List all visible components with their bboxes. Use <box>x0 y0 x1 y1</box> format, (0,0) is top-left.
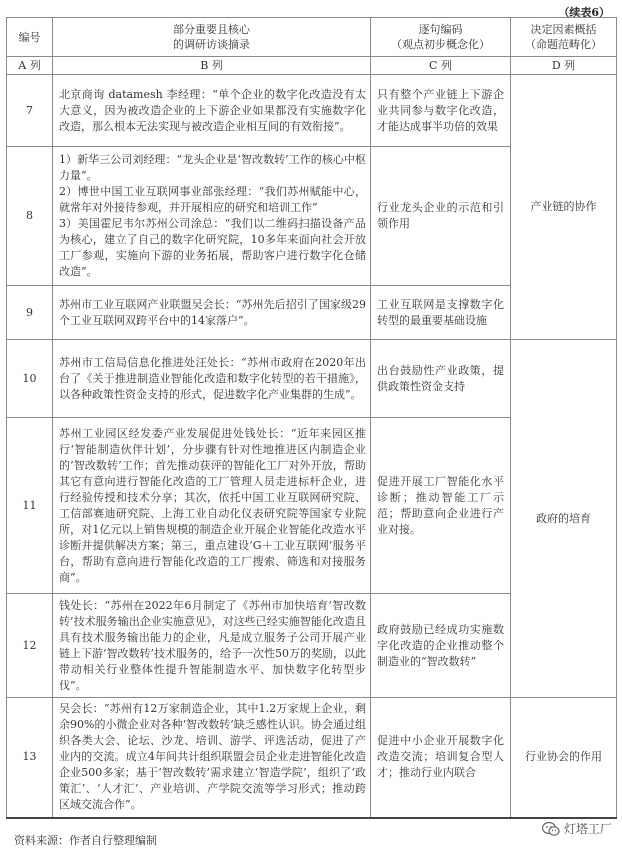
row-number: 13 <box>7 698 53 818</box>
factor-association: 行业协会的作用 <box>511 698 617 818</box>
row-number: 11 <box>7 418 53 594</box>
interview-excerpt: 苏州市工信局信息化推进处汪处长：“苏州市政府在2020年出台了《关于推进制造业智能化改造和数字化转型的若干措施》，以各种政策性资金支持的形式，促进数字化产业集群的生成”。 <box>53 340 371 418</box>
sentence-coding: 只有整个产业链上下游企业共同参与数字化改造，才能达成事半功倍的效果 <box>371 75 511 147</box>
column-c-label: C 列 <box>371 57 511 75</box>
table-row <box>7 340 617 418</box>
header-factor: 决定因素概括 （命题范畴化） <box>511 18 617 57</box>
source-note: 资料来源：作者自行整理编制 <box>14 834 157 847</box>
table-row <box>7 75 617 147</box>
sentence-coding: 工业互联网是支撑数字化转型的最重要基础设施 <box>371 286 511 340</box>
interview-coding-table <box>6 17 617 819</box>
sentence-coding: 促进开展工厂智能化水平诊断；推动智能工厂示范；帮助意向企业进行产业对接。 <box>371 418 511 594</box>
continued-label: （续表6） <box>558 6 610 19</box>
row-number: 10 <box>7 340 53 418</box>
row-number: 7 <box>7 75 53 147</box>
header-coding: 逐句编码 （观点初步概念化） <box>371 18 511 57</box>
column-b-label: B 列 <box>53 57 371 75</box>
interview-excerpt: 北京商询 datamesh 李经理：“单个企业的数字化改造没有太大意义，因为被改造企业的上下游企业如果都没有实施数字化改造，那么根本无法实现与被改造企业相互间的有效衔接”。 <box>53 75 371 147</box>
column-a-label: A 列 <box>7 57 53 75</box>
interview-excerpt: 苏州市工业互联网产业联盟吴会长：“苏州先后招引了国家级29个工业互联网双跨平台中的14家落户”。 <box>53 286 371 340</box>
interview-excerpt: 钱处长：“苏州在2022年6月制定了《苏州市加快培育‘智改数转’技术服务输出企业实施意见》，对这些已经实施智能化改造且具有技术服务输出能力的企业，凡是成立服务子公司开展产业链上下游‘智改数转’技术服务的，给予一次性50万的奖励，以此带动相关行业整体性提升智能制造水平、加快数字化转型步伐”。 <box>53 594 371 698</box>
wechat-icon <box>542 821 560 837</box>
row-number: 9 <box>7 286 53 340</box>
factor-government: 政府的培育 <box>511 340 617 698</box>
interview-excerpt: 1）新华三公司刘经理：“龙头企业是‘智改数转’工作的核心中枢力量”。 2）博世中国工业互联网事业部张经理：“我们苏州赋能中心，就常年对外接待参观，并开展相应的研究和培训工作” 3）美国霍尼韦尔苏州公司涂总：“我们以二维码扫描设备产品为核心，建立了自己的数字化研究院，10多年来面向社会开放工厂参观，实施向下游的业务拓展，帮助客户进行数字化仓储改造”。 <box>53 147 371 286</box>
row-number: 12 <box>7 594 53 698</box>
table-header-row <box>7 18 617 57</box>
watermark-text: 灯塔工厂 <box>563 822 612 836</box>
table-row <box>7 698 617 818</box>
interview-excerpt: 吴会长：“苏州有12万家制造企业，其中1.2万家规上企业，剩余90%的小微企业对各种‘智改数转’缺乏感性认识。协会通过组织各类大会、论坛、沙龙、培训、游学、评选活动，促进了产业内的交流。成立4年间共计组织联盟会员企业走进智能化改造企业500多家；基于‘智改数转’需求建立‘智造学院’，组织了‘政策汇’、‘人才汇’、产业培训、产学院交流等学习形式；推动跨区域交流合作”。 <box>53 698 371 818</box>
factor-industry-chain: 产业链的协作 <box>511 75 617 340</box>
sentence-coding: 促进中小企业开展数字化改造交流；培训复合型人才；推动行业内联合 <box>371 698 511 818</box>
column-letter-row <box>7 57 617 75</box>
watermark <box>542 820 612 837</box>
row-number: 8 <box>7 147 53 286</box>
interview-excerpt: 苏州工业园区经发委产业发展促进处钱处长：“近年来园区推行‘智能制造伙伴计划’，分步骤有针对性地推进区内制造企业的‘智改数转’工作；首先推动获评的智能化工厂对外开放，帮助其它有意向进行智能化改造的工厂管理人员走进标杆企业，进行经验传授和技术分享；其次，依托中国工业互联网研究院、工信部赛迪研究院、上海工业自动化仪表研究院等国家专业院所，对1亿元以上销售规模的制造企业开展企业智能化改造水平诊断并提供解决方案；第三，重点建设‘G＋工业互联网’服务平台，帮助有意向进行智能化改造的工厂搜索、筛选和对接服务商”。 <box>53 418 371 594</box>
sentence-coding: 出台鼓励性产业政策，提供政策性资金支持 <box>371 340 511 418</box>
header-number: 编号 <box>7 18 53 57</box>
column-d-label: D 列 <box>511 57 617 75</box>
header-excerpt: 部分重要且核心 的调研访谈摘录 <box>53 18 371 57</box>
sentence-coding: 政府鼓励已经成功实施数字化改造的企业推动整个制造业的“智改数转” <box>371 594 511 698</box>
sentence-coding: 行业龙头企业的示范和引领作用 <box>371 147 511 286</box>
